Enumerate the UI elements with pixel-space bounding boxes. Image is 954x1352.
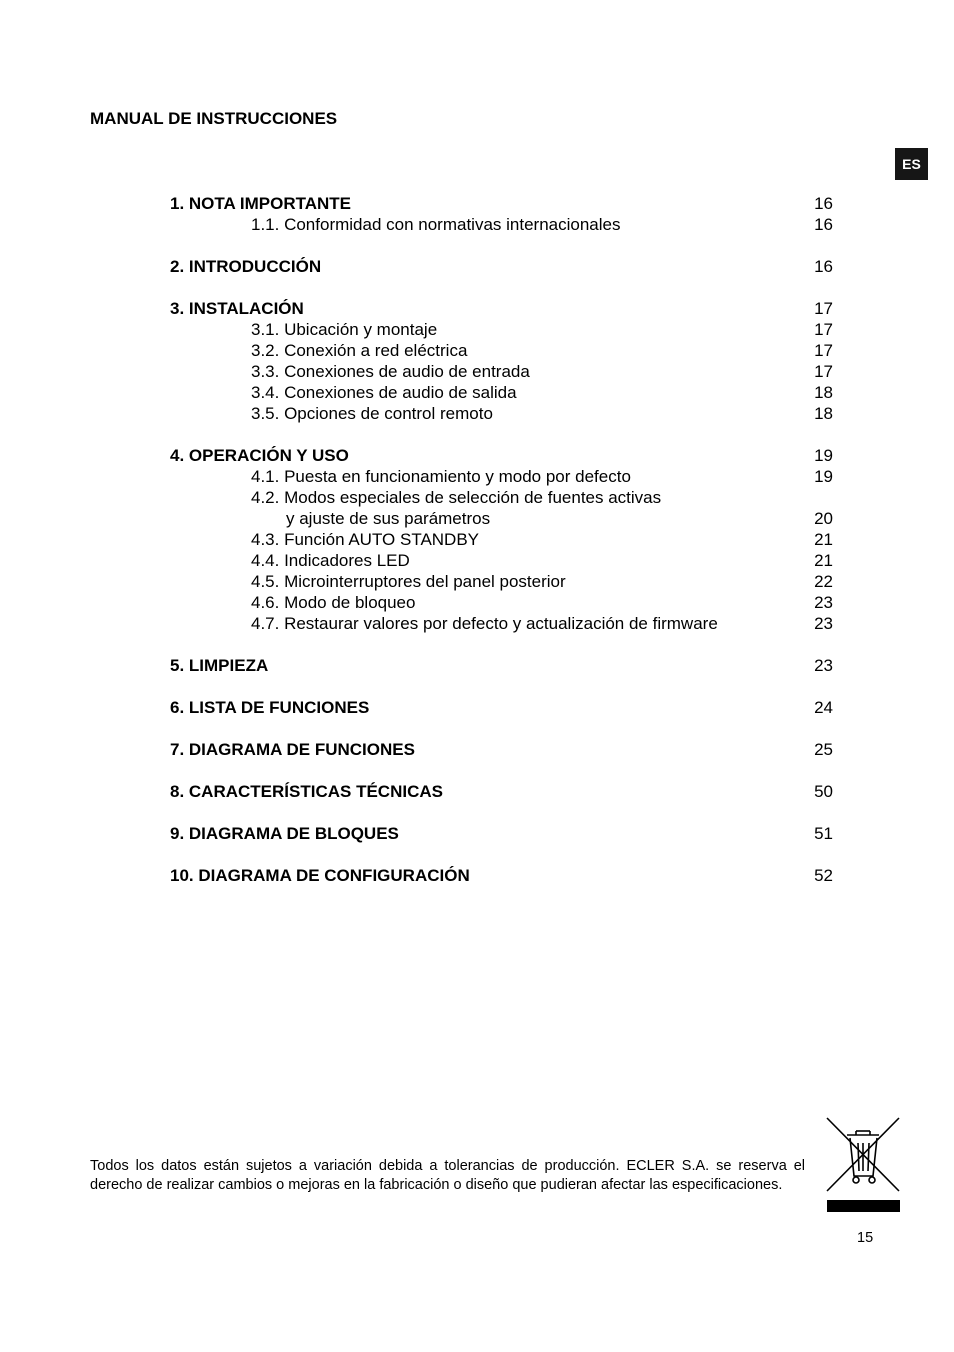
toc-section (170, 193, 833, 214)
toc-subsection (170, 403, 833, 424)
toc-page-number: 19 (814, 467, 833, 486)
toc-page-number: 16 (814, 194, 833, 213)
toc-page-number: 17 (814, 362, 833, 381)
toc-section (170, 298, 833, 319)
toc-label: 4.7. Restaurar valores por defecto y actualización de firmware (251, 614, 718, 633)
toc-label: 6. LISTA DE FUNCIONES (170, 698, 370, 717)
toc-label: 5. LIMPIEZA (170, 656, 269, 675)
toc-section (170, 256, 833, 277)
toc-label: 1. NOTA IMPORTANTE (170, 194, 352, 213)
toc-label: 3. INSTALACIÓN (170, 299, 304, 318)
toc-subsection (170, 214, 833, 235)
toc-section (170, 655, 833, 676)
page-title: MANUAL DE INSTRUCCIONES (90, 109, 338, 128)
toc-subsection (170, 361, 833, 382)
language-badge: ES (895, 148, 928, 180)
toc-subsection (170, 382, 833, 403)
toc-subsection (170, 613, 833, 634)
toc-subsection (170, 466, 833, 487)
toc-page-number: 17 (814, 299, 833, 318)
toc-section (170, 445, 833, 466)
toc-page-number: 17 (814, 341, 833, 360)
toc-label: 4.4. Indicadores LED (251, 551, 410, 570)
toc-page-number: 51 (814, 824, 833, 843)
toc-page-number: 19 (814, 446, 833, 465)
toc-page-number: 16 (814, 215, 833, 234)
toc-page-number: 24 (814, 698, 833, 717)
toc-label: 3.4. Conexiones de audio de salida (251, 383, 517, 402)
toc-subsection (170, 487, 833, 508)
toc-label: 7. DIAGRAMA DE FUNCIONES (170, 740, 415, 759)
toc-page-number: 21 (814, 551, 833, 570)
toc-section (170, 823, 833, 844)
toc-label: 9. DIAGRAMA DE BLOQUES (170, 824, 399, 843)
toc-page-number: 50 (814, 782, 833, 801)
toc-label: 3.5. Opciones de control remoto (251, 404, 493, 423)
weee-crossed-bin-icon (825, 1116, 901, 1214)
toc-subsection (170, 550, 833, 571)
toc-label: 4.3. Función AUTO STANDBY (251, 530, 480, 549)
toc-page-number: 20 (814, 509, 833, 528)
page-number: 15 (857, 1230, 874, 1246)
toc-page-number: 23 (814, 614, 833, 633)
toc-section (170, 781, 833, 802)
toc-section (170, 697, 833, 718)
toc-page-number: 23 (814, 656, 833, 675)
toc-label: 4.2. Modos especiales de selección de fuentes activas (251, 488, 662, 507)
toc-label: 4.6. Modo de bloqueo (251, 593, 416, 612)
toc-subsection (170, 571, 833, 592)
toc-label: 10. DIAGRAMA DE CONFIGURACIÓN (170, 866, 470, 885)
toc-subsection (170, 340, 833, 361)
footer-note: Todos los datos están sujetos a variación debida a tolerancias de producción. ECLER S.A. se reserva el derecho de realizar cambios o mejoras en la fabricación o diseño que pudieran afectar las especificaciones. (90, 1158, 805, 1193)
toc-page-number: 18 (814, 383, 833, 402)
toc-label: 3.3. Conexiones de audio de entrada (251, 362, 530, 381)
toc-label: 1.1. Conformidad con normativas internacionales (251, 215, 621, 234)
toc-label: 4.5. Microinterruptores del panel posterior (251, 572, 566, 591)
toc-subsection (170, 529, 833, 550)
toc-page-number: 18 (814, 404, 833, 423)
toc-section (170, 865, 833, 886)
toc-page-number: 17 (814, 320, 833, 339)
toc-label: 4.1. Puesta en funcionamiento y modo por defecto (251, 467, 631, 486)
toc-label: 4. OPERACIÓN Y USO (170, 446, 349, 465)
toc-label: 3.2. Conexión a red eléctrica (251, 341, 468, 360)
toc-subsection (170, 319, 833, 340)
toc-subsection (170, 592, 833, 613)
toc-page-number: 16 (814, 257, 833, 276)
toc-label: 3.1. Ubicación y montaje (251, 320, 438, 339)
toc-section (170, 739, 833, 760)
toc-label: 8. CARACTERÍSTICAS TÉCNICAS (170, 782, 443, 801)
toc-label: y ajuste de sus parámetros (286, 509, 491, 528)
toc-page-number: 22 (814, 572, 833, 591)
toc-subsection (170, 508, 833, 529)
toc-label: 2. INTRODUCCIÓN (170, 257, 322, 276)
toc-page-number: 23 (814, 593, 833, 612)
toc-page-number: 25 (814, 740, 833, 759)
toc-page-number: 52 (814, 866, 833, 885)
toc-page-number: 21 (814, 530, 833, 549)
